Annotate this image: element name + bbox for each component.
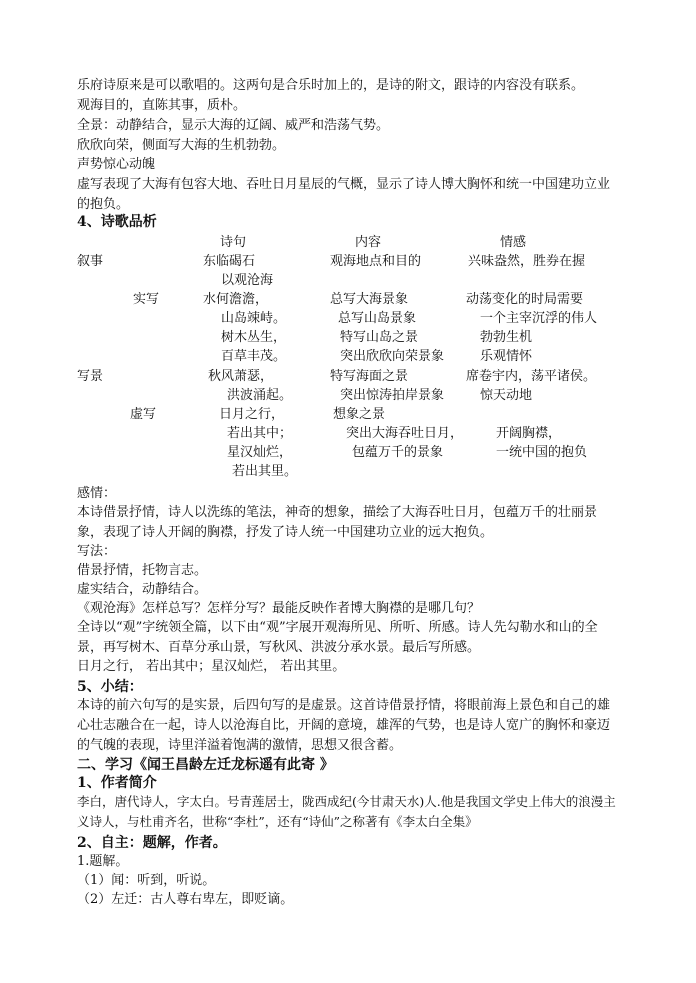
content-cell: 突出惊涛拍岸景象	[340, 388, 445, 403]
content-cell: 突出欣欣向荣景象	[340, 349, 445, 364]
heading-xiaojie: 5、小结：	[77, 679, 143, 695]
verse-cell: 洪波涌起。	[227, 388, 293, 403]
content-cell: 观海地点和目的	[330, 254, 422, 269]
emotion-cell: 乐观情怀	[480, 349, 533, 364]
emotion-cell: 一统中国的抱负	[496, 445, 588, 460]
verse-cell: 树木丛生，	[221, 330, 287, 345]
emotion-cell: 开阔胸襟，	[496, 426, 562, 441]
content-cell: 突出大海吞吐日月，	[346, 426, 464, 441]
verse-cell: 百草丰茂。	[221, 349, 287, 364]
content-cell: 想象之景	[333, 407, 386, 422]
text-line: 借景抒情，托物言志。	[77, 563, 208, 578]
row-label: 叙事	[77, 254, 104, 269]
verse-cell: 星汉灿烂，	[227, 445, 293, 460]
label-xiefa: 写法：	[77, 544, 117, 559]
text-line: 乐府诗原来是可以歌唱的。这两句是合乐时加上的，是诗的附文，跟诗的内容没有联系。	[77, 78, 585, 93]
emotion-cell: 一个主宰沉浮的伟人	[480, 311, 598, 326]
col-header: 情感	[500, 235, 527, 250]
paragraph-answer: 全诗以“观”字统领全篇，以下由“观”字展开观海所见、所听、所感。诗人先勾勒水和山的全景，再写树木、百草分承山景，写秋风、洪波分承水景。最后写所感。	[77, 620, 598, 655]
paragraph-author: 李白，唐代诗人，字太白。号青莲居士，陇西成纪(今甘肃天水)人.他是我国文学史上伟大的浪漫主义诗人，与杜甫齐名，世称“李杜”，还有“诗仙”之称著有《李太白全集》	[77, 794, 616, 829]
text-line: 欣欣向荣，侧面写大海的生机勃勃。	[77, 138, 286, 153]
emotion-cell: 动荡变化的时局需要	[466, 292, 584, 307]
verse-cell: 秋风萧瑟，	[208, 369, 274, 384]
heading-author-intro: 1、作者简介	[77, 775, 157, 791]
heading-section-2: 二、学习《闻王昌龄左迁龙标遥有此寄 》	[77, 757, 334, 773]
content-cell: 总写大海景象	[330, 292, 409, 307]
content-cell: 包蕴万千的景象	[352, 445, 444, 460]
verse-cell: 若出其里。	[232, 464, 298, 479]
paragraph-summary: 本诗的前六句写的是实景，后四句写的是虚景。这首诗借景抒情，将眼前海上景色和自己的雄心壮志融合在一起，诗人以沧海自比，开阔的意境，雄浑的气势，也是诗人宽广的胸怀和豪迈的气魄的表现，诗里洋溢着饱满的激情，思想又很含蓄。	[77, 698, 611, 753]
verse-cell: 山岛竦峙。	[221, 311, 287, 326]
verse-cell: 以观沧海	[221, 273, 274, 288]
verse-cell: 东临碣石	[203, 254, 256, 269]
col-header: 诗句	[220, 235, 247, 250]
label-ganqing: 感情：	[77, 486, 117, 501]
emotion-cell: 勃勃生机	[480, 330, 533, 345]
row-label: 实写	[133, 292, 160, 307]
row-label: 写景	[77, 369, 104, 384]
heading-zizhu: 2、自主：题解，作者。	[77, 835, 227, 851]
emotion-cell: 兴味盎然，胜券在握	[468, 254, 586, 269]
paragraph-ganqing: 本诗借景抒情，诗人以洗练的笔法，神奇的想象，描绘了大海吞吐日月，包蕴万千的壮丽景象，表现了诗人开阔的胸襟，抒发了诗人统一中国建功立业的远大抱负。	[77, 505, 598, 540]
text-line: 观海目的，直陈其事，质朴。	[77, 98, 247, 113]
col-header: 内容	[355, 235, 382, 250]
text-line: 1.题解。	[77, 854, 129, 869]
text-line: 日月之行， 若出其中；星汉灿烂， 若出其里。	[77, 659, 346, 674]
row-label: 虚写	[130, 407, 157, 422]
verse-cell: 若出其中；	[227, 426, 293, 441]
paragraph-xuxie: 虚写表现了大海有包容大地、吞吐日月星辰的气概，显示了诗人博大胸怀和统一中国建功立业的抱负。	[77, 177, 611, 212]
text-line: 全景：动静结合，显示大海的辽阔、威严和浩荡气势。	[77, 118, 390, 133]
verse-cell: 水何澹澹，	[203, 292, 269, 307]
text-line: （2）左迁：古人尊右卑左，即贬谪。	[77, 892, 294, 907]
verse-cell: 日月之行，	[219, 407, 285, 422]
emotion-cell: 惊天动地	[480, 388, 533, 403]
heading-shige-pinxi: 4、诗歌品析	[77, 214, 157, 230]
text-line: （1）闻：听到，听说。	[77, 873, 216, 888]
question-line: 《观沧海》怎样总写？怎样分写？最能反映作者博大胸襟的是哪几句？	[77, 601, 481, 616]
content-cell: 总写山岛景象	[338, 311, 417, 326]
emotion-cell: 席卷宇内，荡平诸侯。	[466, 369, 597, 384]
text-line: 声势惊心动魄	[77, 157, 156, 172]
content-cell: 特写海面之景	[330, 369, 409, 384]
text-line: 虚实结合，动静结合。	[77, 582, 208, 597]
content-cell: 特写山岛之景	[340, 330, 419, 345]
